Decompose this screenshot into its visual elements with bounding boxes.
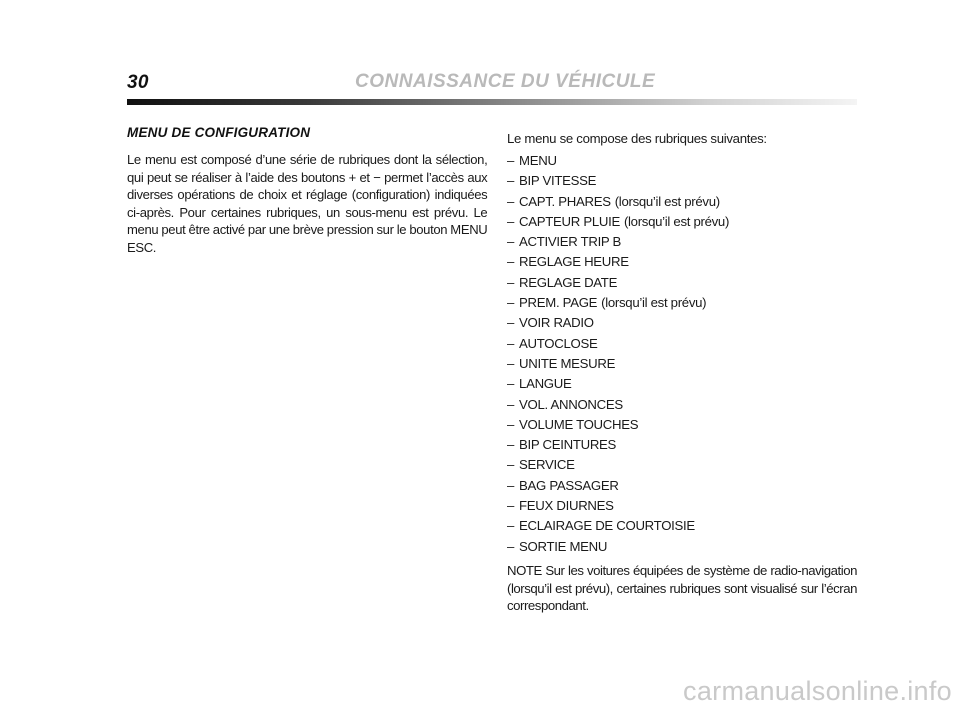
menu-item-note: (lorsqu’il est prévu): [601, 295, 707, 311]
list-dash: –: [507, 213, 515, 229]
menu-item: [507, 273, 857, 293]
menu-item-label: SERVICE: [519, 457, 575, 473]
menu-item-label: REGLAGE HEURE: [519, 254, 629, 270]
list-dash: –: [507, 376, 515, 392]
menu-item-note: (lorsqu’il est prévu): [623, 213, 730, 229]
menu-item: [507, 334, 857, 354]
list-dash: –: [507, 416, 515, 432]
header-rule: [127, 99, 857, 105]
menu-item-label: PREM. PAGE: [519, 295, 598, 311]
list-dash: –: [507, 193, 515, 209]
menu-item-label: REGLAGE DATE: [519, 274, 618, 290]
menu-item-label: BIP VITESSE: [519, 173, 597, 189]
menu-item-label: FEUX DIURNES: [519, 498, 614, 514]
list-dash: –: [507, 396, 515, 412]
left-column: [127, 124, 491, 257]
list-dash: –: [507, 538, 515, 554]
right-column: [507, 131, 857, 615]
list-dash: –: [507, 315, 515, 331]
menu-item-label: ACTIVIER TRIP B: [519, 234, 622, 250]
menu-item: [507, 476, 857, 496]
menu-item: [507, 516, 857, 536]
menu-item-label: MENU: [519, 153, 557, 168]
menu-item-label: VOIR RADIO: [519, 315, 594, 331]
running-title: CONNAISSANCE DU VÉHICULE: [355, 71, 656, 92]
menu-item: [507, 313, 857, 333]
menu-item: [507, 415, 857, 435]
menu-item-note: (lorsqu’il est prévu): [614, 193, 720, 209]
menu-item: [507, 252, 857, 272]
list-dash: –: [507, 437, 515, 453]
menu-item: [507, 537, 857, 557]
footnote: NOTE Sur les voitures équipées de système de radio-navigation (lorsqu’il est prévu), certaines rubriques sont visualisé sur l’écran correspondant.: [507, 562, 857, 614]
menu-item: [507, 496, 857, 516]
page-number: 30: [127, 72, 149, 93]
list-dash: –: [507, 153, 515, 168]
list-dash: –: [507, 477, 515, 493]
menu-item-label: CAPT. PHARES: [519, 193, 611, 209]
menu-item: [507, 374, 857, 394]
menu-item-label: CAPTEUR PLUIE: [519, 213, 620, 229]
list-dash: –: [507, 355, 515, 371]
menu-item: [507, 151, 857, 171]
menu-item-list: [507, 151, 857, 557]
watermark: carmanualsonline.info: [683, 676, 952, 706]
list-dash: –: [507, 457, 515, 473]
menu-item: [507, 395, 857, 415]
list-dash: –: [507, 254, 515, 270]
intro-paragraph: Le menu est composé d’une série de rubriques dont la sélection, qui peut se réaliser à l’aide des boutons + et − permet l’accès aux diverses opérations de choix et réglage (configuration) indiquées ci-après. Pour certaines rubriques, un sous-menu est prévu. Le menu peut être activé par une brève pression sur le bouton MENU ESC.: [127, 152, 488, 255]
list-intro: Le menu se compose des rubriques suivantes:: [507, 131, 767, 146]
menu-item-label: VOL. ANNONCES: [519, 396, 623, 412]
list-dash: –: [507, 234, 515, 250]
menu-item-label: BIP CEINTURES: [519, 437, 617, 453]
menu-item-label: BAG PASSAGER: [519, 477, 619, 493]
menu-item: [507, 232, 857, 252]
menu-item: [507, 192, 857, 212]
list-dash: –: [507, 173, 515, 189]
menu-item-label: AUTOCLOSE: [519, 335, 598, 351]
menu-item: [507, 354, 857, 374]
menu-item: [507, 293, 857, 313]
list-dash: –: [507, 498, 515, 514]
menu-item: [507, 455, 857, 475]
menu-item-label: SORTIE MENU: [519, 538, 608, 554]
list-dash: –: [507, 335, 515, 351]
menu-item-label: UNITE MESURE: [519, 355, 616, 371]
list-dash: –: [507, 295, 515, 311]
list-dash: –: [507, 274, 515, 290]
menu-item: [507, 212, 857, 232]
menu-item: [507, 435, 857, 455]
section-title: MENU DE CONFIGURATION: [127, 125, 311, 140]
menu-item: [507, 171, 857, 191]
menu-item-label: LANGUE: [519, 376, 572, 392]
list-dash: –: [507, 518, 515, 534]
menu-item-label: VOLUME TOUCHES: [519, 416, 639, 432]
menu-item-label: ECLAIRAGE DE COURTOISIE: [519, 518, 695, 534]
